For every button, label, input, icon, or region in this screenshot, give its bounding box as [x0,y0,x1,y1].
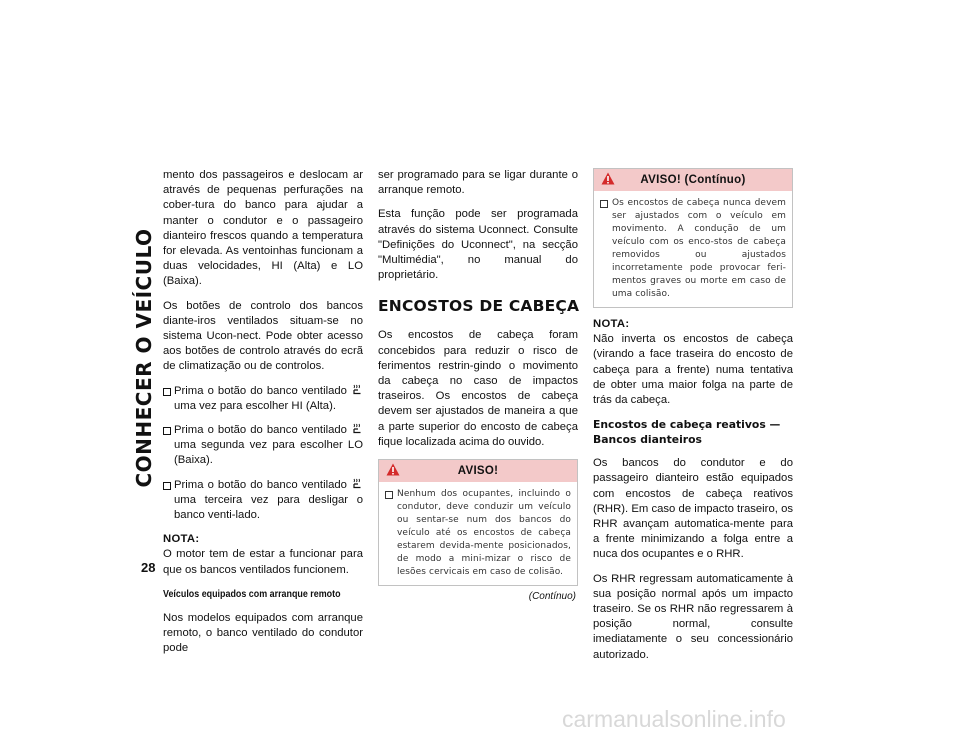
section-title: ENCOSTOS DE CABEÇA [378,297,580,316]
warning-text: Os encostos de cabeça nunca devem ser ajustados com o veículo em movimento. A condução de um veículo com os enco-stos de cabeça removidos ou ajustados incorretamente pode provocar feri-mentos graves ou morte em caso de uma colisão. [612,198,786,299]
list-item-text: Prima o botão do banco ventilado [174,384,347,397]
ventilated-seat-icon [352,478,362,489]
subheading: Encostos de cabeça reativos — Bancos dianteiros [593,418,781,447]
list-item-text: uma vez para escolher HI (Alta). [174,399,336,412]
list-item-text: uma terceira vez para desligar o banco venti-lado. [174,493,363,522]
warning-header [379,460,577,482]
paragraph: Os encostos de cabeça foram concebidos para reduzir o risco de ferimentos restrin-gindo o movimento da cabeça no caso de impactos traseiros. Os encostos de cabeça devem ser ajustados de maneira a que a parte superior do encosto de cabeça fique localizada acima do ouvido. [378,329,578,448]
warning-triangle-icon [386,463,400,476]
paragraph: ser programado para se ligar durante o arranque remoto. [378,169,578,197]
paragraph: Os bancos do condutor e do passageiro dianteiro estão equipados com encostos de cabeça reativos (RHR). Em caso de impacto traseiro, os RHR avançam automatica-mente para a frente minimizando a folga entre a nuca dos ocupantes e o RHR. [593,457,793,561]
list-item [163,384,363,414]
subheading: Veículos equipados com arranque remoto [163,587,341,600]
note-text: O motor tem de estar a funcionar para que os bancos ventilados funcionem. [163,548,363,576]
warning-box [378,459,578,586]
paragraph: Os botões de controlo dos bancos diante-iros ventilados situam-se no sistema Ucon-nect. Pode obter acesso aos botões de controlo através do ecrã de climatização ou de controlos. [163,299,363,373]
square-bullet-icon [163,482,171,490]
note-text: Não inverta os encostos de cabeça (virando a face traseira do encosto de cabeça para a frente) numa tentativa de obter uma maior folga na parte de trás da cabeça. [593,333,793,407]
warning-box [593,168,793,308]
note-label: NOTA: [163,533,200,546]
paragraph: Esta função pode ser programada através do sistema Uconnect. Consulte "Definições do Uconnect", na secção "Multimédia", no manual do proprietário. [378,208,578,282]
list-item-text: uma segunda vez para escolher LO (Baixa). [174,439,363,467]
bullet-list [163,384,363,524]
column-1 [163,168,363,666]
watermark: carmanualsonline.info [562,706,786,732]
warning-title: AVISO! (Contínuo) [640,174,746,186]
paragraph: Os RHR regressam automaticamente à sua posição normal após um impacto traseiro. Se os RHR não regressarem à posição normal, consulte imediatamente o seu concessionário autorizado. [593,572,793,661]
square-bullet-icon [163,388,171,396]
ventilated-seat-icon [352,423,362,434]
warning-body [379,482,577,585]
list-item-text: Prima o botão do banco ventilado [174,478,347,491]
square-bullet-icon [385,491,393,499]
warning-text: Nenhum dos ocupantes, incluindo o condutor, deve conduzir um veículo ou sentar-se num dos bancos do veículo até os encostos de cabeça estarem devida-mente posicionados, de modo a mini-mizar o risco de lesões cervicais em caso de colisão. [397,489,571,578]
ventilated-seat-icon [352,384,362,395]
warning-title: AVISO! [457,465,499,478]
paragraph: Nos modelos equipados com arranque remoto, o banco ventilado do condutor pode [163,612,363,655]
page-number: 28 [141,560,156,575]
warning-item [385,488,571,579]
warning-triangle-icon [601,172,615,185]
warning-body [594,191,792,307]
list-item [163,423,363,469]
continued-label: (Contínuo) [528,591,576,603]
square-bullet-icon [600,200,608,208]
chapter-title: CONHECER O VEÍCULO [132,227,156,488]
column-3 [593,168,793,672]
warning-item [600,197,786,301]
column-2 [378,168,578,604]
note-label: NOTA: [593,318,630,330]
warning-header [594,169,792,191]
square-bullet-icon [163,427,171,435]
list-item-text: Prima o botão do banco ventilado [174,424,347,437]
chapter-tab [129,175,159,540]
list-item [163,478,363,524]
paragraph: mento dos passageiros e deslocam ar através de pequenas perfurações na cober-tura do banco para ajudar a manter o condutor e o passageiro dianteiro frescos quando a temperatura for elevada. As ventoinhas funcionam a duas velocidades, HI (Alta) e LO (Baixa). [163,169,363,288]
